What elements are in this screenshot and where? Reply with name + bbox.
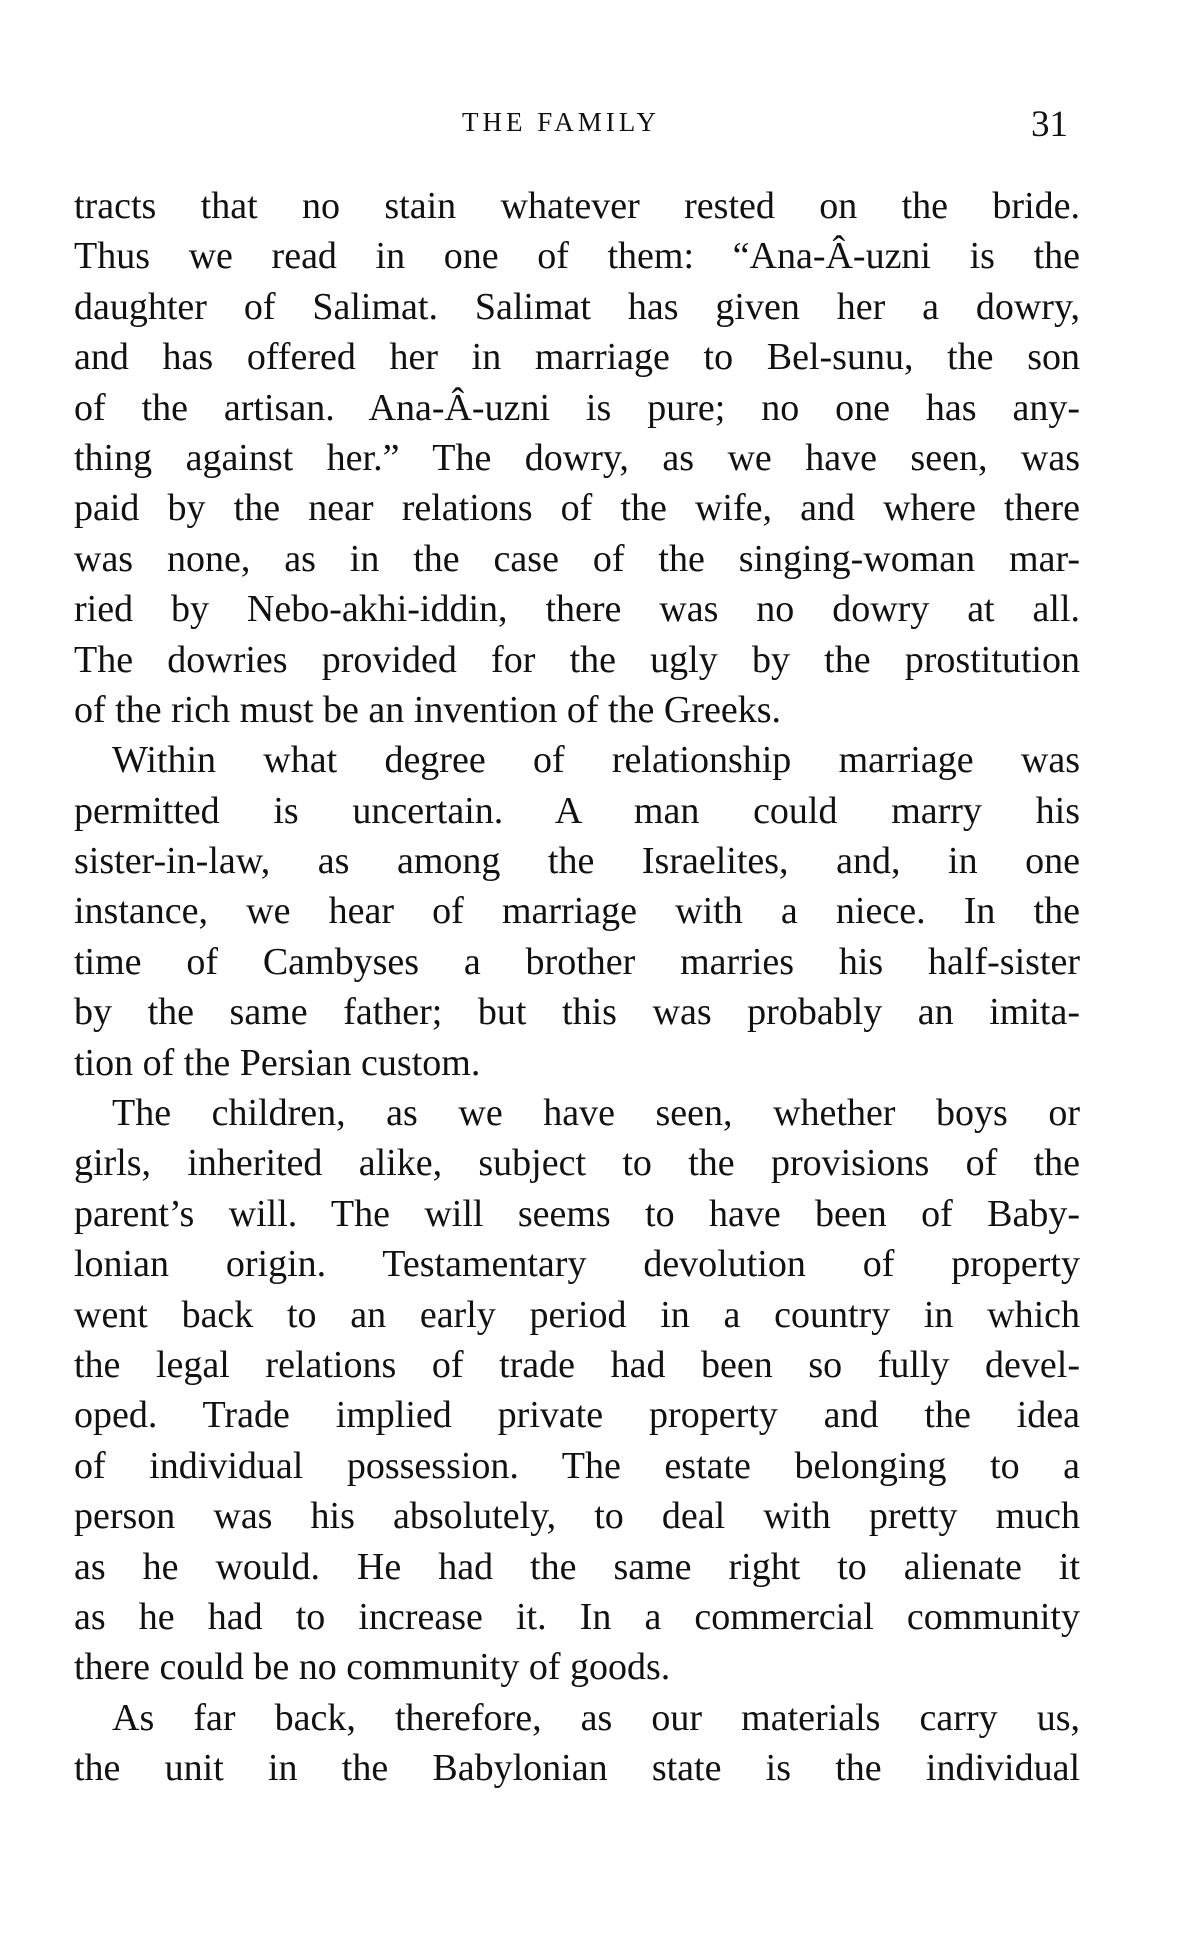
text-line: permitted is uncertain. A man could marry his bbox=[74, 789, 1080, 832]
text-line: was none, as in the case of the singing-woman mar- bbox=[74, 537, 1080, 580]
text-line: the unit in the Babylonian state is the individual bbox=[74, 1747, 1080, 1790]
text-line: by the same father; but this was probably an imita- bbox=[74, 991, 1080, 1034]
page-number: 31 bbox=[1031, 104, 1068, 145]
running-title: THE FAMILY bbox=[462, 107, 661, 137]
text-line: time of Cambyses a brother marries his half-sister bbox=[74, 940, 1080, 983]
text-line: and has offered her in marriage to Bel-sunu, the son bbox=[74, 336, 1080, 379]
text-line: of individual possession. The estate belonging to a bbox=[74, 1444, 1080, 1487]
text-line: girls, inherited alike, subject to the provisions of the bbox=[74, 1142, 1080, 1185]
text-line: The dowries provided for the ugly by the prostitution bbox=[74, 638, 1080, 681]
paragraph-end-line: there could be no community of goods. bbox=[74, 1646, 671, 1689]
text-line: of the artisan. Ana-Â-uzni is pure; no one has any- bbox=[74, 386, 1080, 429]
paragraph-end-line: of the rich must be an invention of the Greeks. bbox=[74, 688, 782, 731]
text-line: parent’s will. The will seems to have been of Baby- bbox=[74, 1192, 1080, 1235]
text-line: went back to an early period in a country in which bbox=[74, 1293, 1080, 1336]
text-line: person was his absolutely, to deal with pretty much bbox=[74, 1495, 1080, 1538]
text-line: sister-in-law, as among the Israelites, and, in one bbox=[74, 840, 1080, 883]
body-text bbox=[74, 181, 1080, 1794]
text-line: lonian origin. Testamentary devolution of property bbox=[74, 1243, 1080, 1286]
text-line: paid by the near relations of the wife, and where there bbox=[74, 487, 1080, 530]
text-line: instance, we hear of marriage with a niece. In the bbox=[74, 890, 1080, 933]
paragraph-first-line: Within what degree of relationship marriage was bbox=[112, 739, 1080, 782]
text-line: thing against her.” The dowry, as we have seen, was bbox=[74, 436, 1080, 479]
text-line: tracts that no stain whatever rested on the bride. bbox=[74, 185, 1080, 227]
running-head bbox=[0, 95, 1179, 155]
paragraph-end-line: tion of the Persian custom. bbox=[74, 1041, 481, 1084]
text-line: as he would. He had the same right to alienate it bbox=[74, 1545, 1080, 1588]
text-line: ried by Nebo-akhi-iddin, there was no dowry at all. bbox=[74, 588, 1080, 631]
text-line: oped. Trade implied private property and the idea bbox=[74, 1394, 1080, 1437]
text-line: daughter of Salimat. Salimat has given her a dowry, bbox=[74, 285, 1080, 328]
text-line: as he had to increase it. In a commercial community bbox=[74, 1595, 1080, 1638]
text-line: Thus we read in one of them: “Ana-Â-uzni is the bbox=[74, 235, 1080, 278]
text-line: the legal relations of trade had been so fully devel- bbox=[74, 1343, 1080, 1386]
paragraph-first-line: As far back, therefore, as our materials carry us, bbox=[112, 1696, 1080, 1739]
paragraph-first-line: The children, as we have seen, whether boys or bbox=[112, 1092, 1080, 1135]
